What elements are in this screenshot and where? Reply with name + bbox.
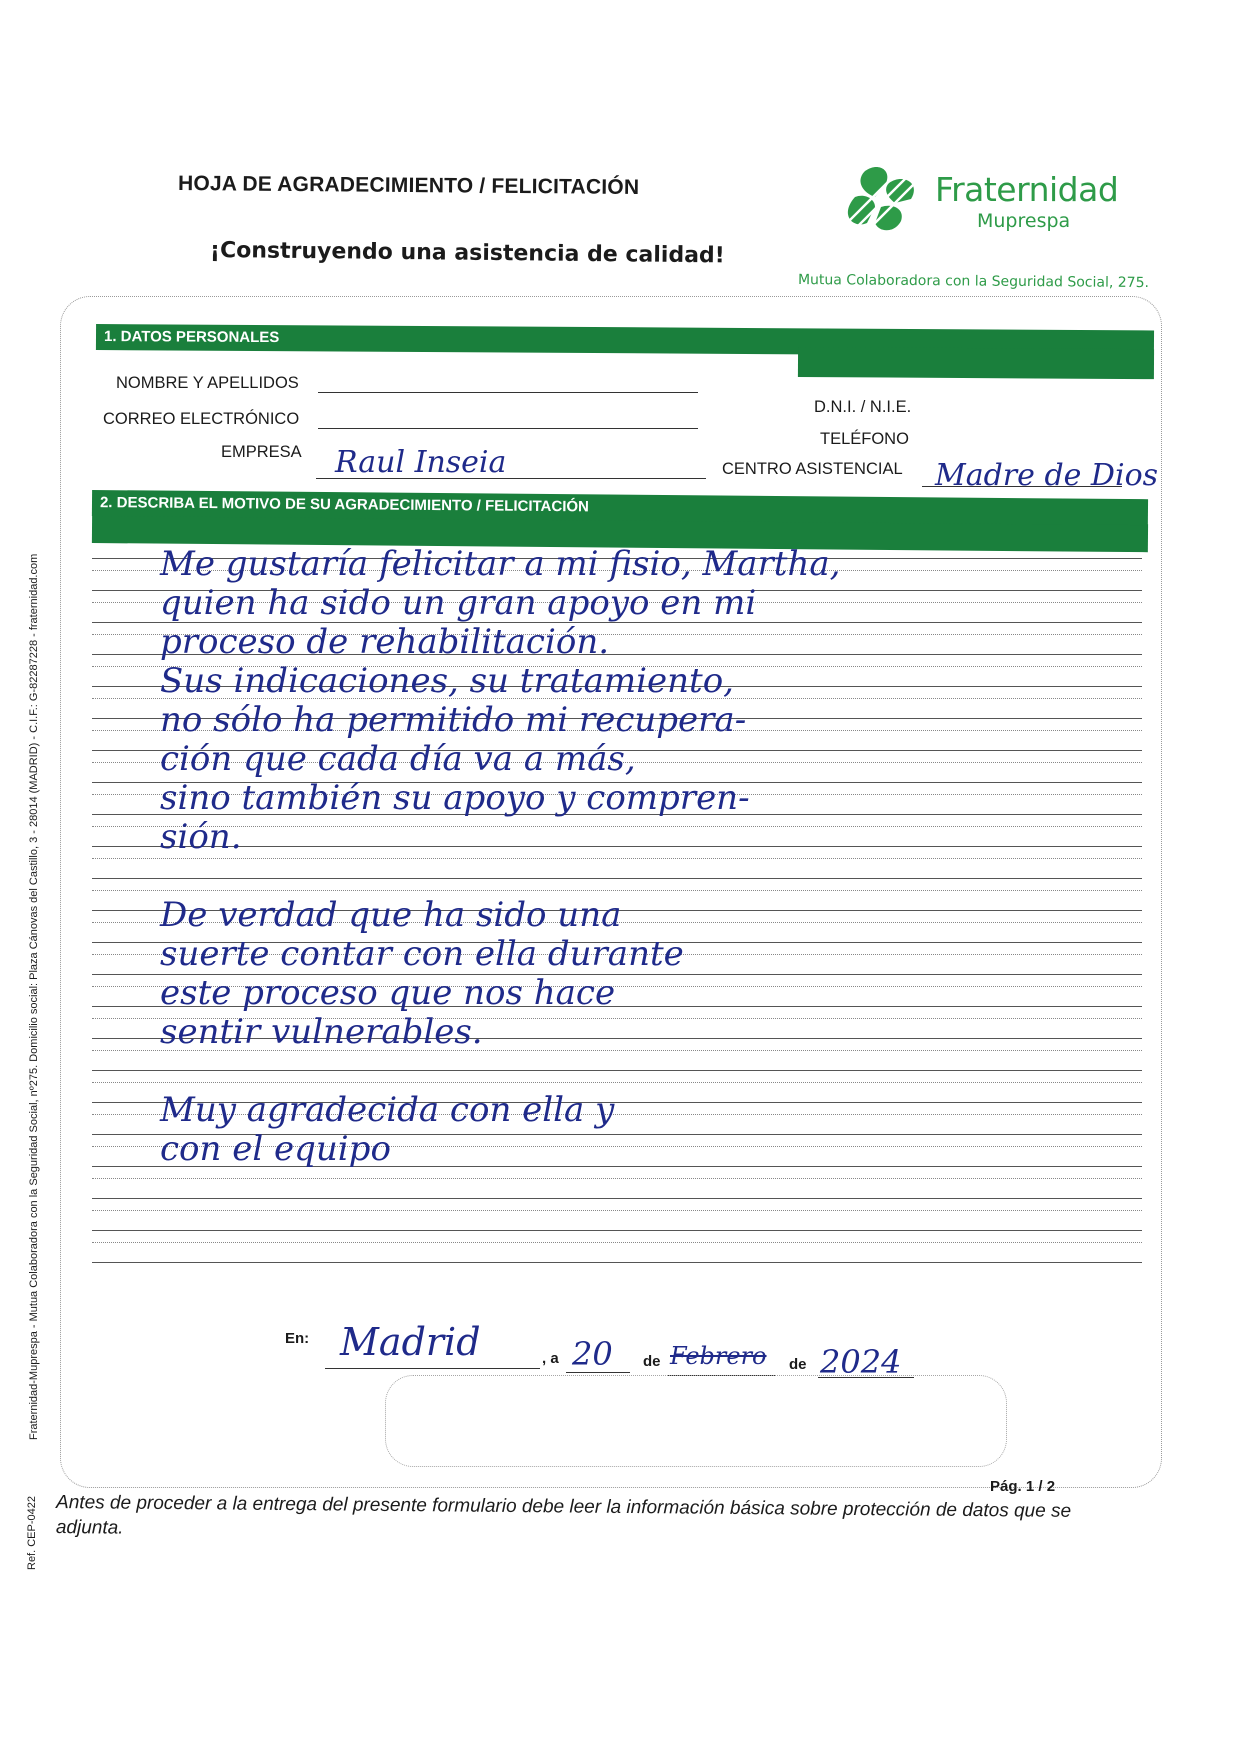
motivo-line: este proceso que nos hace bbox=[160, 973, 616, 1013]
correo-field[interactable] bbox=[318, 428, 698, 429]
day-value: 20 bbox=[572, 1335, 613, 1373]
motivo-line: con el equipo bbox=[160, 1129, 391, 1169]
nombre-label: NOMBRE Y APELLIDOS bbox=[116, 374, 299, 392]
motivo-line: quien ha sido un gran apoyo en mi bbox=[160, 583, 757, 623]
month-value: Febrero bbox=[670, 1342, 767, 1370]
document-subtitle: ¡Construyendo una asistencia de calidad! bbox=[209, 238, 725, 269]
document-title: HOJA DE AGRADECIMIENTO / FELICITACIÓN bbox=[177, 172, 640, 200]
reference-code: Ref. CEP-0422 bbox=[26, 1496, 38, 1570]
section1-tab-bar bbox=[798, 347, 1154, 379]
centro-value: Madre de Dios bbox=[935, 458, 1159, 493]
section2-heading: 2. DESCRIBA EL MOTIVO DE SU AGRADECIMIENTO / FELICITACIÓN bbox=[92, 490, 1148, 525]
motivo-line: Me gustaría felicitar a mi fisio, Martha, bbox=[160, 544, 841, 584]
privacy-notice: Antes de proceder a la entrega del presente formulario debe leer la información básica sobre protección de datos que se adjunta. bbox=[55, 1492, 1072, 1539]
page-number: Pág. 1 / 2 bbox=[990, 1478, 1056, 1495]
a-label: , a bbox=[542, 1350, 559, 1367]
motivo-line: proceso de rehabilitación. bbox=[160, 622, 610, 662]
en-label: En: bbox=[285, 1330, 310, 1347]
motivo-line: sión. bbox=[160, 817, 242, 857]
de-label-2: de bbox=[789, 1356, 807, 1373]
motivo-line: sentir vulnerables. bbox=[160, 1012, 483, 1052]
motivo-line: suerte contar con ella durante bbox=[160, 934, 684, 974]
motivo-line: ción que cada día va a más, bbox=[160, 739, 636, 779]
dni-label: D.N.I. / N.I.E. bbox=[814, 398, 912, 416]
mutua-text: Mutua Colaboradora con la Seguridad Social, 275. bbox=[797, 272, 1150, 292]
clover-logo-icon bbox=[835, 163, 931, 235]
empresa-label: EMPRESA bbox=[221, 443, 302, 461]
motivo-line: Sus indicaciones, su tratamiento, bbox=[160, 661, 734, 701]
motivo-line: no sólo ha permitido mi recupera- bbox=[160, 700, 747, 740]
brand-name: Fraternidad bbox=[935, 170, 1119, 209]
motivo-line: Muy agradecida con ella y bbox=[160, 1090, 615, 1130]
legal-side-text: Fraternidad-Muprespa - Mutua Colaboradora con la Seguridad Social, nº275. Domicilio social: Plaza Cánovas del Castillo, 3 - 28014 (MADRID) - C.I.F.: G-82287228 - fraternidad.com bbox=[28, 553, 40, 1440]
motivo-line bbox=[160, 1052, 1150, 1091]
brand-subname: Muprespa bbox=[977, 210, 1071, 232]
centro-label: CENTRO ASISTENCIAL bbox=[722, 460, 903, 478]
empresa-value: Raul Inseia bbox=[335, 445, 507, 480]
de-label-1: de bbox=[643, 1353, 661, 1370]
motivo-line bbox=[160, 857, 1150, 896]
city-field[interactable] bbox=[325, 1368, 540, 1369]
section1-heading: 1. DATOS PERSONALES bbox=[96, 324, 1154, 356]
telefono-label: TELÉFONO bbox=[820, 430, 909, 448]
city-value: Madrid bbox=[340, 1320, 481, 1364]
motivo-handwritten-text bbox=[160, 545, 1150, 1169]
correo-label: CORREO ELECTRÓNICO bbox=[103, 410, 300, 428]
stamp-box bbox=[385, 1375, 1007, 1467]
motivo-line: sino también su apoyo y compren- bbox=[160, 778, 750, 818]
motivo-line: De verdad que ha sido una bbox=[160, 895, 622, 935]
year-value: 2024 bbox=[820, 1343, 902, 1381]
nombre-field[interactable] bbox=[318, 392, 698, 393]
